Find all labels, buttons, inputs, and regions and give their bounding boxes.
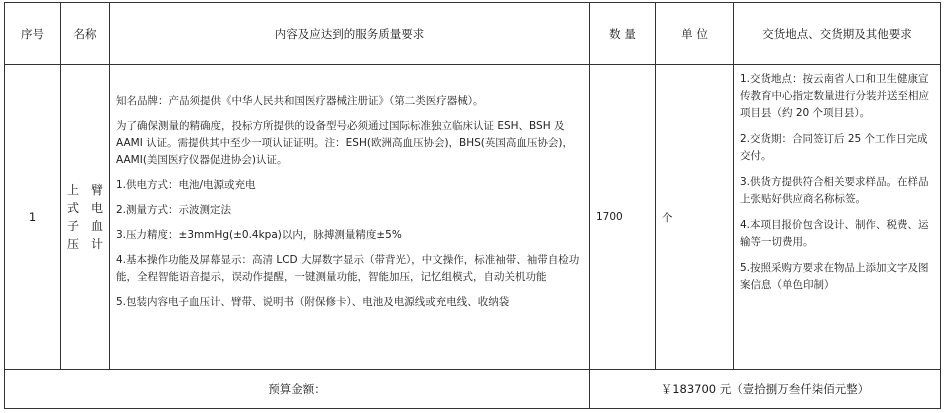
budget-row: [5, 370, 941, 409]
content-line: 4.基本操作功能及屏幕显示：高清 LCD 大屏数字显示（带背光），中文操作，标准袖带、袖带自检功能，全程智能语音提示，误动作提醒，一键测量功能，智能加压，记忆组模式，自动关机功能: [116, 254, 580, 283]
header-content: 内容及应达到的服务质量要求: [110, 3, 590, 65]
header-no: 序号: [5, 3, 61, 65]
header-row: [5, 3, 941, 65]
item-no: 1: [5, 65, 61, 370]
delivery-line: 3.供货方提供符合相关要求样品。在样品上张贴好供应商名称标签。: [740, 176, 929, 205]
content-line: 2.测量方式：示波测定法: [116, 204, 232, 216]
item-delivery: [734, 65, 941, 370]
content-line: 1.供电方式：电池/电源或充电: [116, 179, 256, 191]
content-line: 为了确保测量的精确度，投标方所提供的设备型号必须通过国际标准独立临床认证 ESH、BSH 及 AAMI 认证。需提供其中至少一项认证证明。注：ESH(欧洲高血压协会)，BHS(英国高血压协会)，AAMI(美国医疗仪器促进协会)认证。: [116, 120, 573, 166]
item-name: 上 臂式 电子 血压计: [67, 183, 103, 251]
budget-label: 预算金额：: [5, 370, 590, 409]
item-name-cell: [61, 65, 110, 370]
delivery-line: 2.交货期：合同签订后 25 个工作日完成交付。: [740, 133, 928, 162]
item-qty: 1700: [590, 65, 656, 370]
delivery-line: 4.本项目报价包含设计、制作、税费、运输等一切费用。: [740, 219, 929, 248]
content-line: 知名品牌：产品须提供《中华人民共和国医疗器械注册证》（第二类医疗器械）。: [116, 95, 484, 107]
item-content: [110, 65, 590, 370]
content-line: 5.包装内容电子血压计、臂带、说明书（附保修卡）、电池及电源线或充电线、收纳袋: [116, 296, 510, 308]
header-unit: 单 位: [656, 3, 734, 65]
item-unit: 个: [656, 65, 734, 370]
procurement-table: [4, 2, 941, 409]
budget-value: ￥183700 元（壹拾捌万叁仟柒佰元整）: [590, 370, 941, 409]
header-name: 名称: [61, 3, 110, 65]
content-line: 3.压力精度：±3mmHg(±0.4kpa)以内，脉搏测量精度±5%: [116, 229, 402, 241]
header-delivery: 交货地点、交货期及其他要求: [734, 3, 941, 65]
delivery-line: 5.按照采购方要求在物品上添加文字及图案信息（单色印制）: [740, 262, 929, 291]
header-qty: 数 量: [590, 3, 656, 65]
item-row: [5, 65, 941, 370]
delivery-line: 1.交货地点：按云南省人口和卫生健康宣传教育中心指定数量进行分装并送至相应项目县（约 20 个项目县）。: [740, 73, 929, 119]
